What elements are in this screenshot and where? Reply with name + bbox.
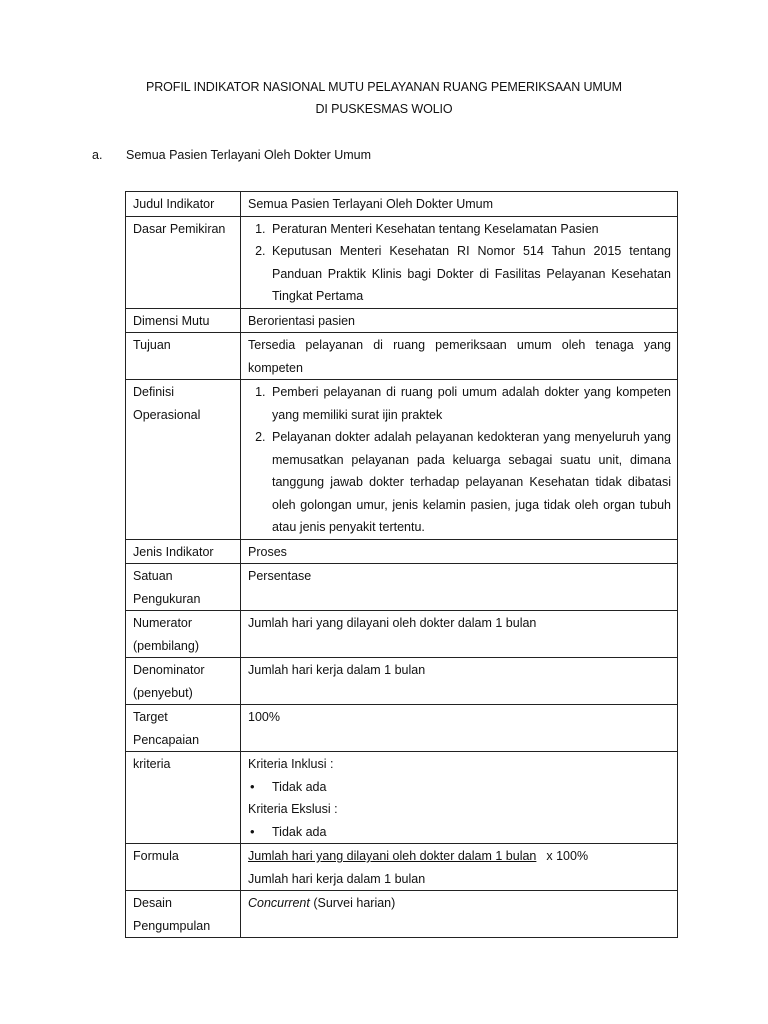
row-value [241,216,678,308]
list-item: 2. Keputusan Menteri Kesehatan RI Nomor 514 Tahun 2015 tentang Panduan Praktik Klinis bagi Dokter di Fasilitas Pelayanan Kesehatan Tingkat Pertama [269,240,671,308]
row-value: Jumlah hari kerja dalam 1 bulan [241,658,678,705]
row-label: Definisi Operasional [126,380,241,540]
row-value: Jumlah hari yang dilayani oleh dokter dalam 1 bulan [241,611,678,658]
list-item: 1. Peraturan Menteri Kesehatan tentang Keselamatan Pasien [269,218,671,241]
definisi-list [248,381,671,539]
table-row-numerator [126,611,678,658]
table-row-formula [126,844,678,891]
row-label: Desain Pengumpulan [126,891,241,938]
table-row-denominator [126,658,678,705]
list-item: 2. Pelayanan dokter adalah pelayanan kedokteran yang menyeluruh yang memusatkan pelayanan pada keluarga sebagai suatu unit, dimana tanggung jawab dokter terhadap pelayanan Kesehatan tidak dibatasi oleh golongan umur, jenis kelamin pasien, juga tidak oleh organ tubuh atau jenis penyakit tertentu. [269,426,671,539]
row-value [241,380,678,540]
formula-fraction-top [248,845,671,868]
list-item: • Tidak ada [269,821,671,844]
table-row-judul [126,192,678,217]
row-value: Semua Pasien Terlayani Oleh Dokter Umum [241,192,678,217]
table-row-dasar [126,216,678,308]
row-label: kriteria [126,752,241,844]
table-row-jenis [126,539,678,564]
table-row-dimensi [126,308,678,333]
dasar-list [248,218,671,308]
section-heading [92,148,371,162]
row-value [241,752,678,844]
indicator-profile-table [125,191,678,938]
table-row-target [126,705,678,752]
row-label: Satuan Pengukuran [126,564,241,611]
table-row-desain [126,891,678,938]
row-label: Target Pencapaian [126,705,241,752]
inklusi-label: Kriteria Inklusi : [248,757,334,771]
row-label: Tujuan [126,333,241,380]
document-title-line2: DI PUSKESMAS WOLIO [315,102,453,116]
list-item: 1. Pemberi pelayanan di ruang poli umum adalah dokter yang kompeten yang memiliki surat ijin praktek [269,381,671,426]
row-label: Judul Indikator [126,192,241,217]
section-title: Semua Pasien Terlayani Oleh Dokter Umum [126,148,372,162]
eksklusi-label: Kriteria Ekslusi : [248,802,338,816]
row-value: Tersedia pelayanan di ruang pemeriksaan umum oleh tenaga yang kompeten [241,333,678,380]
list-item: • Tidak ada [269,776,671,799]
table-row-kriteria [126,752,678,844]
row-value [241,844,678,891]
section-letter: a. [92,148,103,162]
row-label: Formula [126,844,241,891]
table-row-definisi [126,380,678,540]
table-row-satuan [126,564,678,611]
row-value [241,891,678,938]
inklusi-list [248,776,671,799]
row-label: Denominator (penyebut) [126,658,241,705]
row-value: 100% [241,705,678,752]
formula-numerator: Jumlah hari yang dilayani oleh dokter dalam 1 bulan [248,849,537,863]
document-title-line1: PROFIL INDIKATOR NASIONAL MUTU PELAYANAN RUANG PEMERIKSAAN UMUM [146,80,622,94]
desain-method: Concurrent [248,896,310,910]
row-label: Dimensi Mutu [126,308,241,333]
row-value: Persentase [241,564,678,611]
formula-multiplier: x 100% [546,849,589,863]
row-label: Dasar Pemikiran [126,216,241,308]
table-row-tujuan [126,333,678,380]
row-label: Jenis Indikator [126,539,241,564]
eksklusi-list [248,821,671,844]
row-label: Numerator (pembilang) [126,611,241,658]
row-value: Proses [241,539,678,564]
desain-detail: (Survei harian) [309,896,396,910]
formula-denominator: Jumlah hari kerja dalam 1 bulan [248,871,426,886]
row-value: Berorientasi pasien [241,308,678,333]
